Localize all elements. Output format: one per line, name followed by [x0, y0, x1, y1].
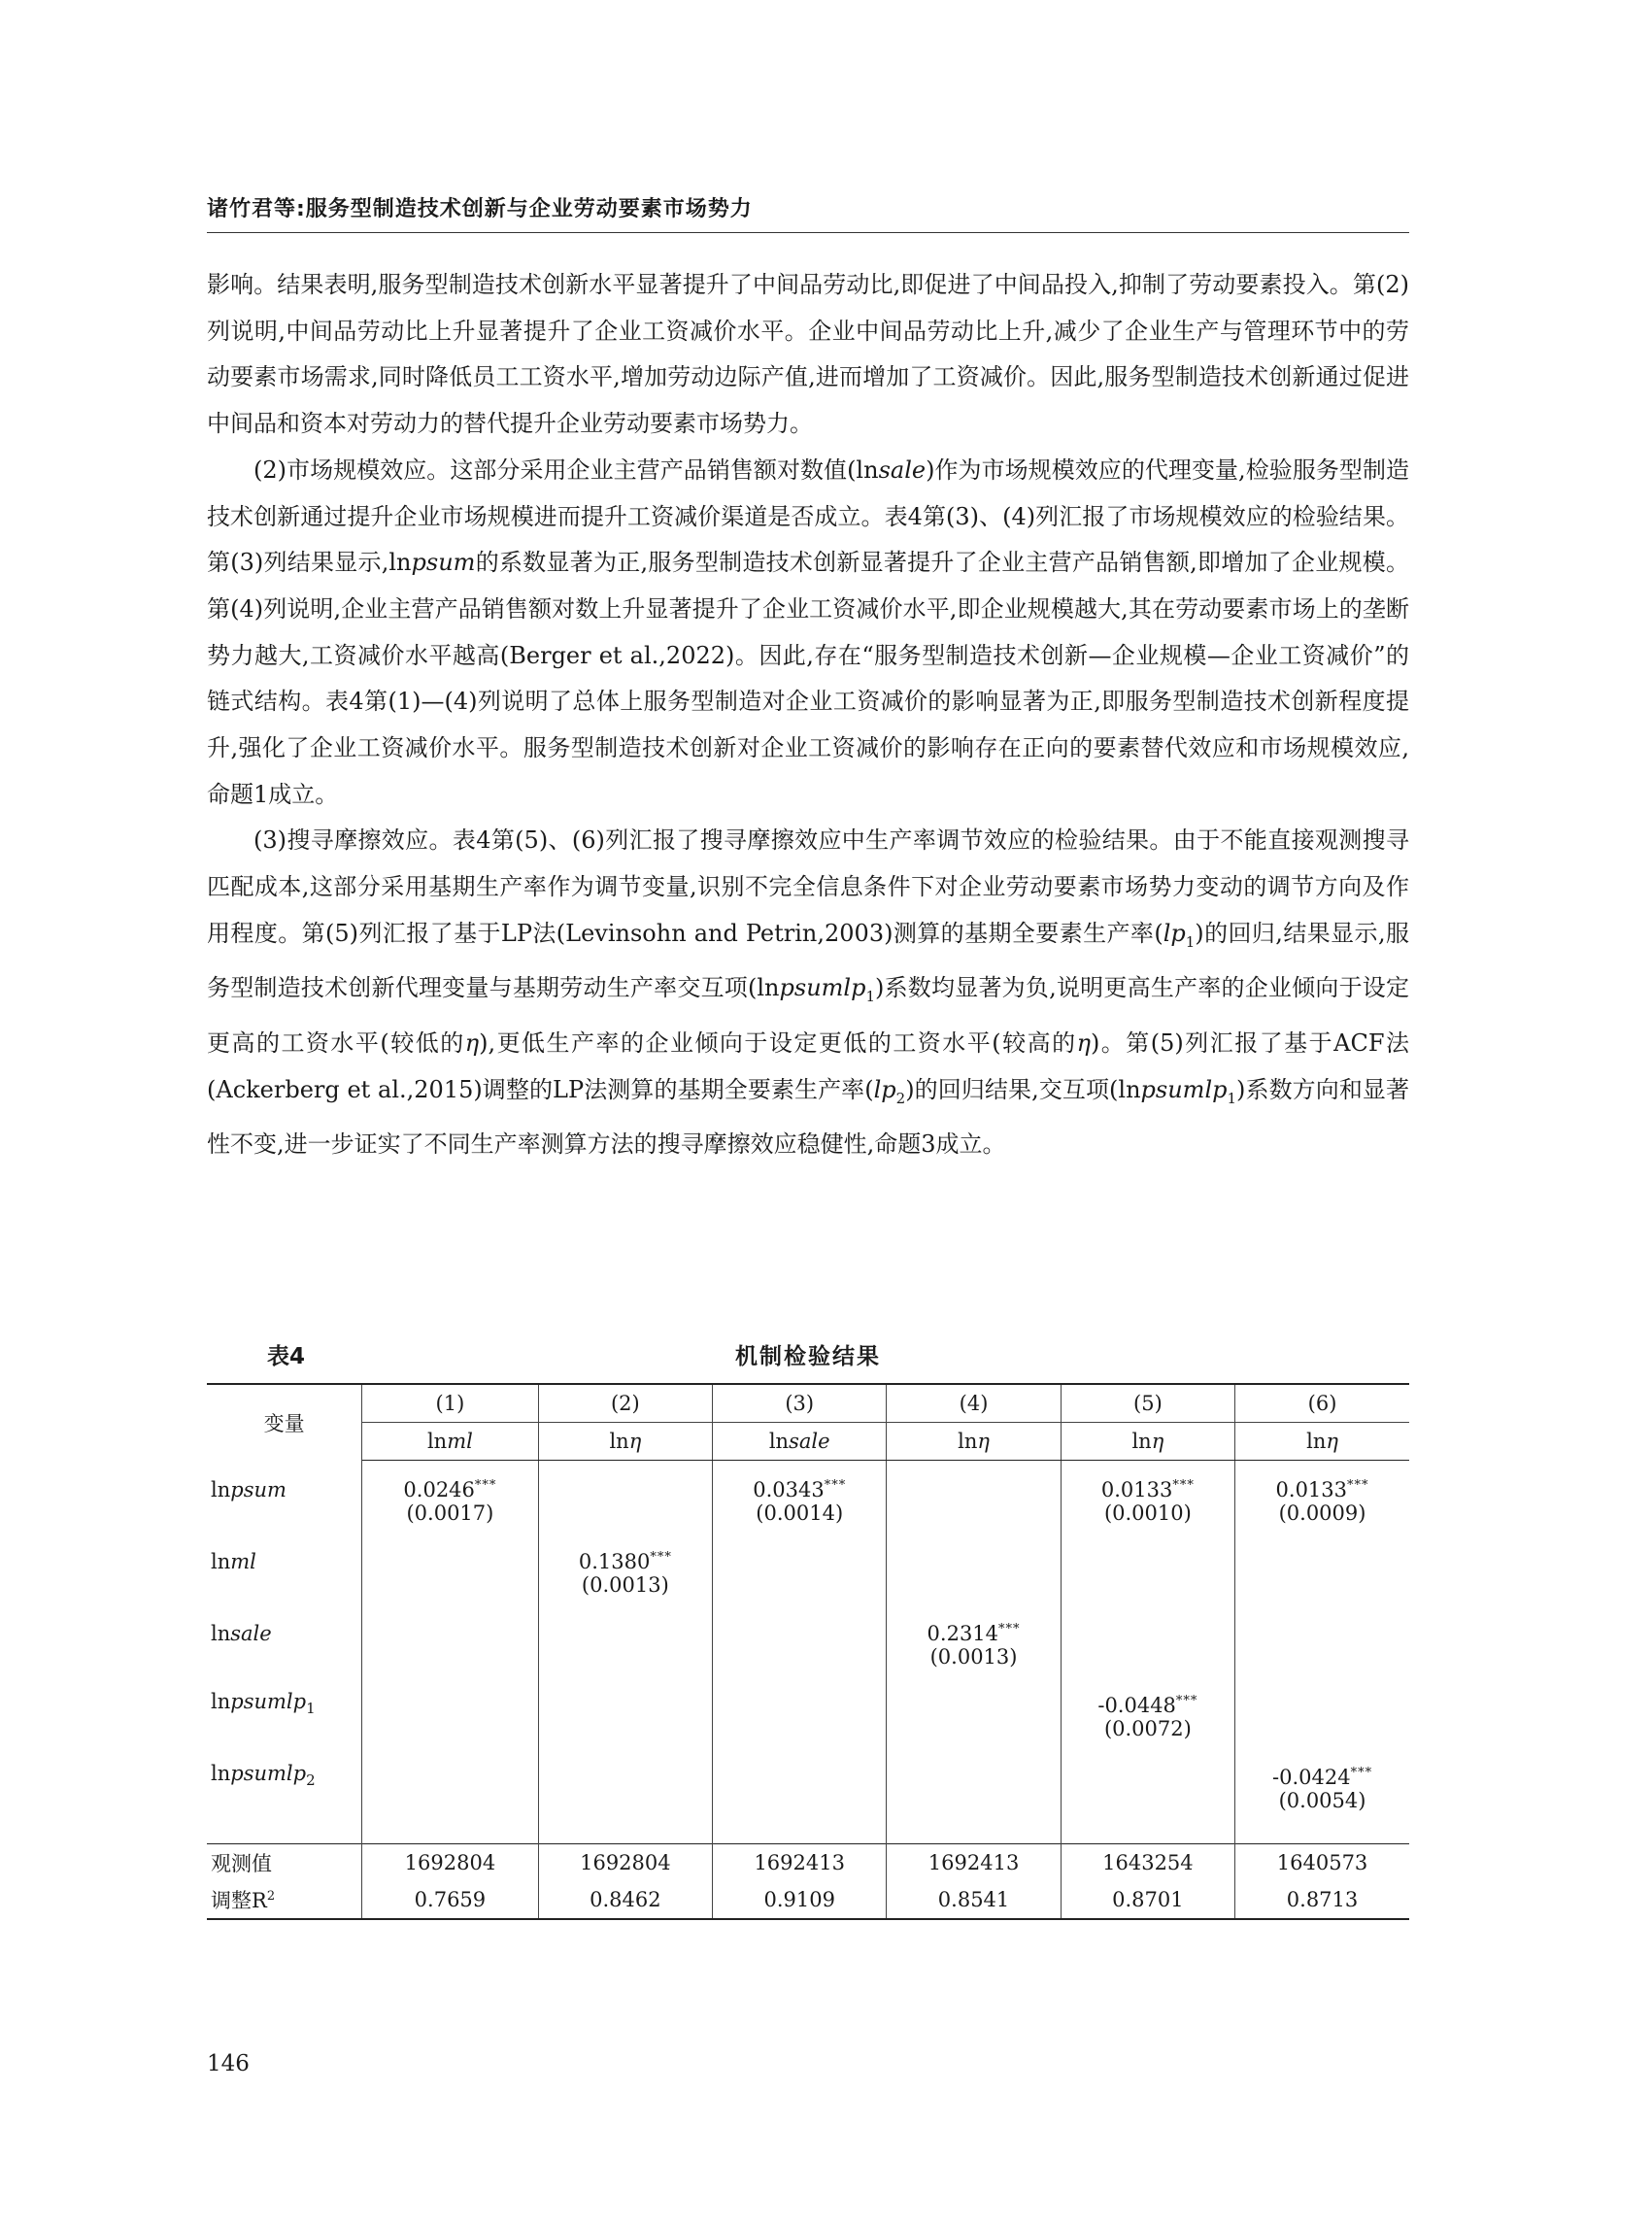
standard-error-value: (0.0014)	[756, 1501, 844, 1525]
standard-error-cell	[538, 1717, 712, 1754]
standard-error-cell	[713, 1645, 887, 1682]
coefficient-value: 0.2314	[927, 1622, 999, 1645]
dependent-variable	[362, 1423, 539, 1461]
text-segment: 的系数显著为正,服务型制造技术创新显著提升了企业主营产品销售额,即增加了企业规模。第(4)列说明,企业主营产品销售额对数上升显著提升了企业工资减价水平,即企业规模越大,其在劳动要素市场上的垄断势力越大,工资减价水平越高(Berger et al.,2022)。因此,存在“服务型制造技术创新—企业规模—企业工资减价”的链式结构。表4第(1)—(4)列说明了总体上服务型制造对企业工资减价的影响显著为正,即服务型制造技术创新程度提升,强化了企业工资减价水平。服务型制造技术创新对企业工资减价的影响存在正向的要素替代效应和市场规模效应,命题1成立。	[207, 549, 1409, 808]
table-row-standard-error	[207, 1717, 1409, 1754]
standard-error-cell	[713, 1717, 887, 1754]
coefficient-cell	[538, 1538, 712, 1573]
table-row-coefficient	[207, 1610, 1409, 1645]
coefficient-cell	[362, 1538, 539, 1573]
table-title: 机制检验结果	[735, 1344, 881, 1369]
text-segment: )系数方向和显著性不变,进一步证实了不同生产率测算方法的搜寻摩擦效应稳健性,命题3成立。	[207, 1075, 1409, 1159]
standard-error-cell	[1061, 1789, 1234, 1826]
coefficient-cell	[362, 1610, 539, 1645]
spacer-cell	[713, 1826, 887, 1844]
table-row-coefficient	[207, 1538, 1409, 1573]
body-text	[207, 262, 1409, 1168]
standard-error-cell	[1235, 1501, 1409, 1538]
standard-error-cell	[1061, 1501, 1234, 1538]
running-header: 诸竹君等:服务型制造技术创新与企业劳动要素市场势力	[207, 192, 1409, 233]
coefficient-cell	[538, 1610, 712, 1645]
dependent-name: η	[1326, 1430, 1338, 1453]
column-number: (5)	[1061, 1384, 1234, 1423]
coefficient-cell	[1235, 1538, 1409, 1573]
standard-error-cell	[362, 1789, 539, 1826]
coefficient-cell	[1235, 1754, 1409, 1789]
table-row-coefficient	[207, 1754, 1409, 1789]
standard-error-cell	[362, 1717, 539, 1754]
variable-name: psumlp	[230, 1689, 307, 1713]
variable-prefix: ln	[211, 1550, 231, 1573]
row-variable	[207, 1538, 362, 1573]
standard-error-cell	[1061, 1645, 1234, 1682]
coefficient-cell	[887, 1461, 1061, 1502]
standard-error-cell	[538, 1789, 712, 1826]
standard-error-cell	[887, 1789, 1061, 1826]
standard-error-cell	[713, 1573, 887, 1610]
standard-error-cell	[1235, 1717, 1409, 1754]
significance-stars: ***	[1175, 1694, 1198, 1708]
coefficient-cell	[538, 1682, 712, 1717]
table-label: 表4	[267, 1344, 306, 1369]
dependent-prefix: ln	[1306, 1430, 1327, 1453]
table-body	[207, 1461, 1409, 1844]
coefficient-cell	[713, 1610, 887, 1645]
coefficient-cell	[538, 1461, 712, 1502]
coefficient-cell	[538, 1754, 712, 1789]
variable-subscript: 2	[306, 1771, 316, 1789]
statistic-value: 1692413	[713, 1844, 887, 1882]
statistic-value: 1640573	[1235, 1844, 1409, 1882]
coefficient-wrap	[927, 1622, 1021, 1645]
standard-error-cell	[713, 1789, 887, 1826]
text-segment: )的回归结果,交互项(ln	[905, 1075, 1141, 1103]
statistic-label-text: 调整R	[211, 1889, 267, 1912]
coefficient-cell	[887, 1682, 1061, 1717]
statistic-value: 1692413	[887, 1844, 1061, 1882]
standard-error-cell	[887, 1501, 1061, 1538]
coefficient-cell	[713, 1682, 887, 1717]
statistic-label-text: 观测值	[211, 1852, 272, 1875]
variable-prefix: ln	[211, 1689, 231, 1713]
standard-error-value: (0.0017)	[406, 1501, 494, 1525]
statistic-value: 0.8713	[1235, 1881, 1409, 1919]
row-variable-empty	[207, 1717, 362, 1754]
dependent-name: η	[1151, 1430, 1164, 1453]
row-variable-empty	[207, 1789, 362, 1826]
text-segment: )。第(5)列汇报了基于ACF法(Ackerberg et al.,2015)调整的LP法测算的基期全要素生产率(	[207, 1029, 1409, 1103]
dependent-name: η	[628, 1430, 642, 1453]
coefficient-wrap	[1101, 1478, 1195, 1501]
variable-subscript: 1	[306, 1700, 316, 1717]
text-segment: 1	[865, 988, 875, 1006]
standard-error-cell	[362, 1645, 539, 1682]
statistic-value: 0.9109	[713, 1881, 887, 1919]
significance-stars: ***	[1347, 1478, 1369, 1493]
text-segment: 2	[895, 1089, 906, 1107]
significance-stars: ***	[1172, 1478, 1195, 1493]
coefficient-cell	[1061, 1754, 1234, 1789]
significance-stars: ***	[1350, 1766, 1373, 1780]
table-row-coefficient	[207, 1461, 1409, 1502]
standard-error-value: (0.0054)	[1278, 1789, 1366, 1812]
dependent-variable	[1235, 1423, 1409, 1461]
coefficient-value: 0.0133	[1100, 1478, 1173, 1501]
table-row-statistic	[207, 1844, 1409, 1882]
coefficient-wrap	[403, 1478, 496, 1501]
text-segment: psumlp	[779, 974, 866, 1002]
coefficient-wrap	[753, 1478, 846, 1501]
dependent-prefix: ln	[768, 1430, 790, 1453]
text-segment: η	[464, 1029, 480, 1057]
dependent-prefix: ln	[609, 1430, 629, 1453]
text-segment: (2)市场规模效应。这部分采用企业主营产品销售额对数值(ln	[253, 455, 879, 484]
table-head	[207, 1384, 1409, 1461]
standard-error-cell	[1061, 1573, 1234, 1610]
text-segment: psumlp	[1140, 1075, 1228, 1103]
text-segment: lp	[873, 1075, 896, 1103]
coefficient-cell	[1235, 1610, 1409, 1645]
standard-error-value: (0.0013)	[581, 1573, 669, 1597]
coefficient-cell	[362, 1461, 539, 1502]
statistic-label	[207, 1881, 362, 1919]
table-row-statistic	[207, 1881, 1409, 1919]
coefficient-value: -0.0424	[1271, 1766, 1351, 1789]
variable-prefix: ln	[211, 1478, 231, 1501]
coefficient-cell	[362, 1754, 539, 1789]
standard-error-cell	[713, 1501, 887, 1538]
coefficient-cell	[362, 1682, 539, 1717]
coefficient-value: 0.1380	[578, 1550, 651, 1573]
dependent-variable	[538, 1423, 712, 1461]
table-row-standard-error	[207, 1501, 1409, 1538]
table-row-standard-error	[207, 1645, 1409, 1682]
dependent-variable	[887, 1423, 1061, 1461]
statistic-label-superscript: 2	[266, 1889, 276, 1904]
coefficient-wrap	[579, 1550, 672, 1573]
spacer-cell	[1061, 1826, 1234, 1844]
text-segment: )的回归,结果显示,服务型制造技术创新代理变量与基期劳动生产率交互项(ln	[207, 919, 1409, 1002]
column-number: (1)	[362, 1384, 539, 1423]
statistic-value: 0.8462	[538, 1881, 712, 1919]
dependent-name: sale	[789, 1430, 830, 1453]
significance-stars: ***	[998, 1622, 1021, 1636]
statistic-value: 0.8541	[887, 1881, 1061, 1919]
text-segment: 影响。结果表明,服务型制造技术创新水平显著提升了中间品劳动比,即促进了中间品投入,抑制了劳动要素投入。第(2)列说明,中间品劳动比上升显著提升了企业工资减价水平。企业中间品劳动比上升,减少了企业生产与管理环节中的劳动要素市场需求,同时降低员工工资水平,增加劳动边际产值,进而增加了工资减价。因此,服务型制造技术创新通过促进中间品和资本对劳动力的替代提升企业劳动要素市场势力。	[207, 271, 1409, 438]
coefficient-cell	[1061, 1682, 1234, 1717]
text-segment: sale	[878, 455, 927, 484]
row-variable-empty	[207, 1501, 362, 1538]
coefficient-cell	[1061, 1610, 1234, 1645]
statistic-value: 1692804	[362, 1844, 539, 1882]
row-variable	[207, 1461, 362, 1502]
standard-error-cell	[362, 1573, 539, 1610]
table-caption	[207, 1338, 1409, 1373]
table-foot	[207, 1844, 1409, 1920]
variable-name: ml	[230, 1550, 256, 1573]
coefficient-wrap	[1272, 1766, 1372, 1789]
standard-error-cell	[887, 1573, 1061, 1610]
column-number: (3)	[713, 1384, 887, 1423]
dependent-variable	[1061, 1423, 1234, 1461]
column-number: (6)	[1235, 1384, 1409, 1423]
coefficient-cell	[713, 1538, 887, 1573]
column-number: (4)	[887, 1384, 1061, 1423]
statistic-value: 0.7659	[362, 1881, 539, 1919]
significance-stars: ***	[824, 1478, 847, 1493]
text-segment: ),更低生产率的企业倾向于设定更低的工资水平(较高的	[479, 1029, 1077, 1057]
text-segment: η	[1076, 1029, 1091, 1057]
header-row-dependent	[207, 1423, 1409, 1461]
text-segment: (3)搜寻摩擦效应。表4第(5)、(6)列汇报了搜寻摩擦效应中生产率调节效应的检验结果。由于不能直接观测搜寻匹配成本,这部分采用基期生产率作为调节变量,识别不完全信息条件下对企业劳动要素市场势力变动的调节方向及作用程度。第(5)列汇报了基于LP法(Levinsohn and Petrin,2003)测算的基期全要素生产率(	[207, 826, 1409, 947]
standard-error-value: (0.0013)	[929, 1645, 1018, 1669]
coefficient-value: -0.0448	[1097, 1694, 1176, 1717]
significance-stars: ***	[650, 1550, 672, 1565]
standard-error-value: (0.0010)	[1103, 1501, 1192, 1525]
coefficient-cell	[887, 1754, 1061, 1789]
coefficient-cell	[1061, 1538, 1234, 1573]
variable-prefix: ln	[211, 1622, 231, 1645]
text-segment: )作为市场规模效应的代理变量,检验服务型制造技术创新通过提升企业市场规模进而提升工资减价渠道是否成立。表4第(3)、(4)列汇报了市场规模效应的检验结果。第(3)列结果显示,ln	[207, 455, 1409, 577]
table-row-standard-error	[207, 1789, 1409, 1826]
coefficient-cell	[1235, 1461, 1409, 1502]
significance-stars: ***	[474, 1478, 497, 1493]
row-variable-empty	[207, 1645, 362, 1682]
standard-error-cell	[1235, 1645, 1409, 1682]
standard-error-cell	[1061, 1717, 1234, 1754]
column-number: (2)	[538, 1384, 712, 1423]
statistic-value: 1692804	[538, 1844, 712, 1882]
row-variable	[207, 1754, 362, 1789]
page-number: 146	[207, 2051, 250, 2076]
standard-error-cell	[538, 1501, 712, 1538]
variable-name: psumlp	[230, 1761, 307, 1785]
coefficient-value: 0.0133	[1275, 1478, 1348, 1501]
table-row-spacer	[207, 1826, 1409, 1844]
standard-error-cell	[887, 1645, 1061, 1682]
coefficient-cell	[713, 1754, 887, 1789]
coefficient-value: 0.0246	[403, 1478, 475, 1501]
coefficient-wrap	[1276, 1478, 1369, 1501]
coefficient-cell	[887, 1610, 1061, 1645]
paragraph	[207, 262, 1409, 448]
dependent-prefix: ln	[426, 1430, 448, 1453]
text-segment: )系数均显著为负,说明更高生产率的企业倾向于设定更高的工资水平(较低的	[207, 974, 1409, 1057]
spacer-cell	[1235, 1826, 1409, 1844]
text-segment: lp	[1163, 919, 1186, 947]
coefficient-cell	[1061, 1461, 1234, 1502]
standard-error-cell	[1235, 1573, 1409, 1610]
coefficient-cell	[887, 1538, 1061, 1573]
dependent-name: η	[977, 1430, 990, 1453]
statistic-value: 0.8701	[1061, 1881, 1234, 1919]
spacer-cell	[362, 1826, 539, 1844]
results-table	[207, 1383, 1409, 1920]
dependent-variable	[713, 1423, 887, 1461]
coefficient-wrap	[1097, 1694, 1197, 1717]
standard-error-cell	[1235, 1789, 1409, 1826]
dependent-prefix: ln	[1131, 1430, 1152, 1453]
coefficient-cell	[713, 1461, 887, 1502]
variable-header: 变量	[207, 1384, 362, 1461]
spacer-cell	[207, 1826, 362, 1844]
spacer-cell	[538, 1826, 712, 1844]
row-variable	[207, 1682, 362, 1717]
text-segment: psum	[411, 549, 476, 577]
paragraph	[207, 818, 1409, 1167]
table-row-standard-error	[207, 1573, 1409, 1610]
table-row-coefficient	[207, 1682, 1409, 1717]
coefficient-value: 0.0343	[753, 1478, 825, 1501]
header-row-numbers	[207, 1384, 1409, 1423]
standard-error-cell	[887, 1717, 1061, 1754]
row-variable-empty	[207, 1573, 362, 1610]
variable-name: psum	[230, 1478, 287, 1501]
statistic-value: 1643254	[1061, 1844, 1234, 1882]
dependent-prefix: ln	[958, 1430, 978, 1453]
text-segment: 1	[1227, 1089, 1237, 1107]
text-segment: 1	[1185, 932, 1196, 951]
dependent-name: ml	[447, 1430, 473, 1453]
standard-error-value: (0.0072)	[1103, 1717, 1192, 1740]
variable-prefix: ln	[211, 1761, 231, 1785]
standard-error-value: (0.0009)	[1278, 1501, 1366, 1525]
row-variable	[207, 1610, 362, 1645]
statistic-label	[207, 1844, 362, 1882]
coefficient-cell	[1235, 1682, 1409, 1717]
standard-error-cell	[362, 1501, 539, 1538]
variable-name: sale	[230, 1622, 272, 1645]
standard-error-cell	[538, 1645, 712, 1682]
spacer-cell	[887, 1826, 1061, 1844]
standard-error-cell	[538, 1573, 712, 1610]
paragraph	[207, 448, 1409, 819]
